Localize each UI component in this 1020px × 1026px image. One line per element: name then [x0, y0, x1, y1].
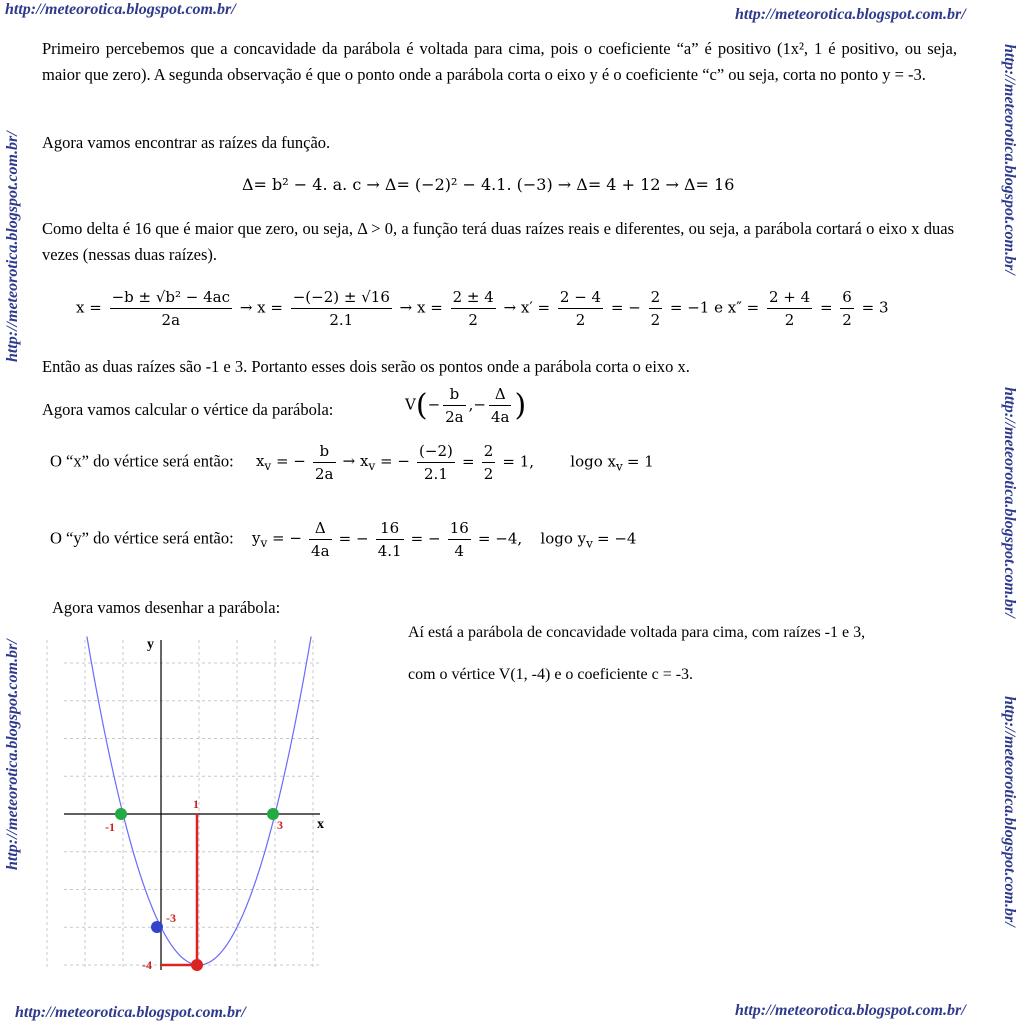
vertex-x-label: 1	[193, 797, 199, 811]
vertex-formula: V(− $\frac{b}{2a}$ ,− $\frac{\Delta}{4a}$ )	[405, 385, 527, 426]
root2-frac	[767, 286, 812, 331]
watermark-top-right[interactable]: http://meteorotica.blogspot.com.br/	[735, 6, 966, 23]
arrow: → x =	[399, 298, 443, 317]
conclusion-line-2: com o vértice V(1, -4) e o coeficiente c = -3.	[408, 666, 694, 683]
vertex-v: V	[405, 395, 416, 414]
frac-num: −(−2) ± √16	[291, 286, 392, 309]
parabola-curve	[87, 637, 311, 966]
frac-num: −b ± √b² − 4ac	[110, 286, 232, 309]
frac-num: b	[443, 383, 466, 406]
yv-frac-delta	[309, 517, 332, 562]
xv-frac-b	[313, 440, 336, 485]
xv-logo-result: = 1	[626, 452, 654, 471]
root-label-right: 3	[277, 818, 283, 832]
vertex-y-label: -4	[142, 958, 152, 972]
yv-result: = −4,	[477, 529, 523, 548]
vertex-frac-delta	[489, 383, 512, 428]
parabola-graph	[40, 630, 350, 990]
frac-num: Δ	[489, 383, 512, 406]
vertex-point	[191, 959, 203, 971]
yv-label: O “y” do vértice será então:	[50, 528, 234, 548]
watermark-right-2[interactable]: http://meteorotica.blogspot.com.br/	[1001, 387, 1018, 618]
bhaskara-frac-sub	[291, 286, 392, 331]
frac-num: Δ	[309, 517, 332, 540]
frac-den: 2	[468, 311, 478, 329]
y-intercept-point	[151, 921, 163, 933]
frac-num: 2	[482, 440, 496, 463]
bhaskara-equation	[76, 286, 889, 331]
draw-intro: Agora vamos desenhar a parábola:	[52, 598, 281, 617]
frac-den: 2	[842, 311, 852, 329]
frac-num: b	[313, 440, 336, 463]
frac-num: 2 − 4	[558, 286, 603, 309]
root2-frac-2	[840, 286, 854, 331]
delta-equation: Δ= b² − 4. a. c → Δ= (−2)² − 4.1. (−3) → Δ= 4 + 12 → Δ= 16	[242, 175, 735, 194]
watermark-bottom-right[interactable]: http://meteorotica.blogspot.com.br/	[735, 1002, 966, 1019]
watermark-right-3[interactable]: http://meteorotica.blogspot.com.br/	[1001, 696, 1018, 927]
frac-den: 2a	[445, 408, 464, 426]
watermark-left-2[interactable]: http://meteorotica.blogspot.com.br/	[4, 639, 21, 870]
frac-den: 2	[650, 311, 661, 329]
intercept-label: -3	[166, 911, 176, 925]
xv-frac-22	[482, 440, 496, 485]
roots-intro: Agora vamos encontrar as raízes da função.	[42, 133, 331, 152]
root1-frac	[558, 286, 603, 331]
arrow: → x′ =	[503, 298, 551, 317]
yv-frac-sub	[376, 517, 404, 562]
delta-explanation: Como delta é 16 que é maior que zero, ou seja, Δ > 0, a função terá duas raízes reais e diferentes, ou seja, a parábola cortará o eixo x duas vezes (nessas duas raízes).	[42, 219, 954, 264]
frac-den: 4.1	[377, 542, 402, 560]
xv-line: O “x” do vértice será então: $x_v$ = − $\frac{b}{2a}$ → $x_v$ = − $\frac{(-2)}{2.1}$ = $\frac{2}{2}$ = 1, logo $x_v = 1$	[50, 442, 654, 483]
root2-label: e x″ =	[714, 298, 760, 317]
y-axis-label: y	[147, 637, 154, 652]
frac-den: 2.1	[424, 465, 448, 483]
frac-num: 16	[448, 517, 471, 540]
frac-den: 4a	[311, 542, 330, 560]
yv-frac-16-4	[448, 517, 471, 562]
x-axis-label: x	[317, 817, 324, 832]
intro-paragraph: Primeiro percebemos que a concavidade da parábola é voltada para cima, pois o coeficiente “a” é positivo (1x², 1 é positivo, ou seja, maior que zero). A segunda observação é que o ponto onde a parábola corta o eixo y é o coeficiente “c” ou seja, corta no ponto y = -3.	[42, 39, 957, 84]
watermark-bottom-left[interactable]: http://meteorotica.blogspot.com.br/	[15, 1004, 246, 1021]
vertex-frac-b	[443, 383, 466, 428]
root1-result: = −1	[669, 298, 710, 317]
frac-num: 16	[376, 517, 404, 540]
yv-logo: logo y	[540, 529, 587, 548]
frac-den: 4a	[490, 408, 510, 426]
watermark-left-1[interactable]: http://meteorotica.blogspot.com.br/	[4, 131, 21, 362]
grid	[47, 640, 320, 970]
root1-frac-2	[649, 286, 663, 331]
frac-den: 2	[784, 311, 795, 329]
xv-logo: logo x	[570, 452, 616, 471]
xv-frac-sub	[417, 440, 455, 485]
frac-den: 2.1	[329, 311, 354, 329]
frac-num: 2 + 4	[767, 286, 812, 309]
xv-label: O “x” do vértice será então:	[50, 451, 234, 471]
root-point-left	[115, 808, 127, 820]
bhaskara-x: x =	[76, 298, 102, 317]
minus: = −	[610, 298, 641, 317]
arrow: → x =	[239, 298, 283, 317]
frac-den: 2a	[161, 311, 181, 329]
equals: =	[819, 298, 833, 317]
frac-num: (−2)	[417, 440, 455, 463]
frac-den: 2	[483, 465, 494, 483]
watermark-top-left[interactable]: http://meteorotica.blogspot.com.br/	[5, 1, 236, 18]
frac-num: 2 ± 4	[451, 286, 496, 309]
frac-num: 2	[649, 286, 663, 309]
watermark-right-1[interactable]: http://meteorotica.blogspot.com.br/	[1001, 44, 1018, 275]
yv-line: O “y” do vértice será então: $y_v$ = − $\frac{\Delta}{4a}$ = − $\frac{16}{4.1}$ = − $\frac{16}{4}$ = −4, logo $y_v = -4$	[50, 519, 637, 560]
xv-result: = 1,	[502, 452, 535, 471]
yv-logo-result: = −4	[597, 529, 637, 548]
bhaskara-frac-simplified	[451, 286, 496, 331]
root2-result: = 3	[861, 298, 889, 317]
root-label-left: -1	[105, 820, 115, 834]
roots-conclusion: Então as duas raízes são -1 e 3. Portanto esses dois serão os pontos onde a parábola corta o eixo x.	[42, 357, 690, 376]
bhaskara-frac-general	[110, 286, 232, 331]
conclusion-line-1: Aí está a parábola de concavidade voltada para cima, com raízes -1 e 3,	[408, 624, 866, 641]
frac-den: 4	[454, 542, 465, 560]
vertex-intro: Agora vamos calcular o vértice da parábola:	[42, 400, 334, 419]
frac-num: 6	[840, 286, 854, 309]
frac-den: 2	[575, 311, 586, 329]
frac-den: 2a	[315, 465, 334, 483]
